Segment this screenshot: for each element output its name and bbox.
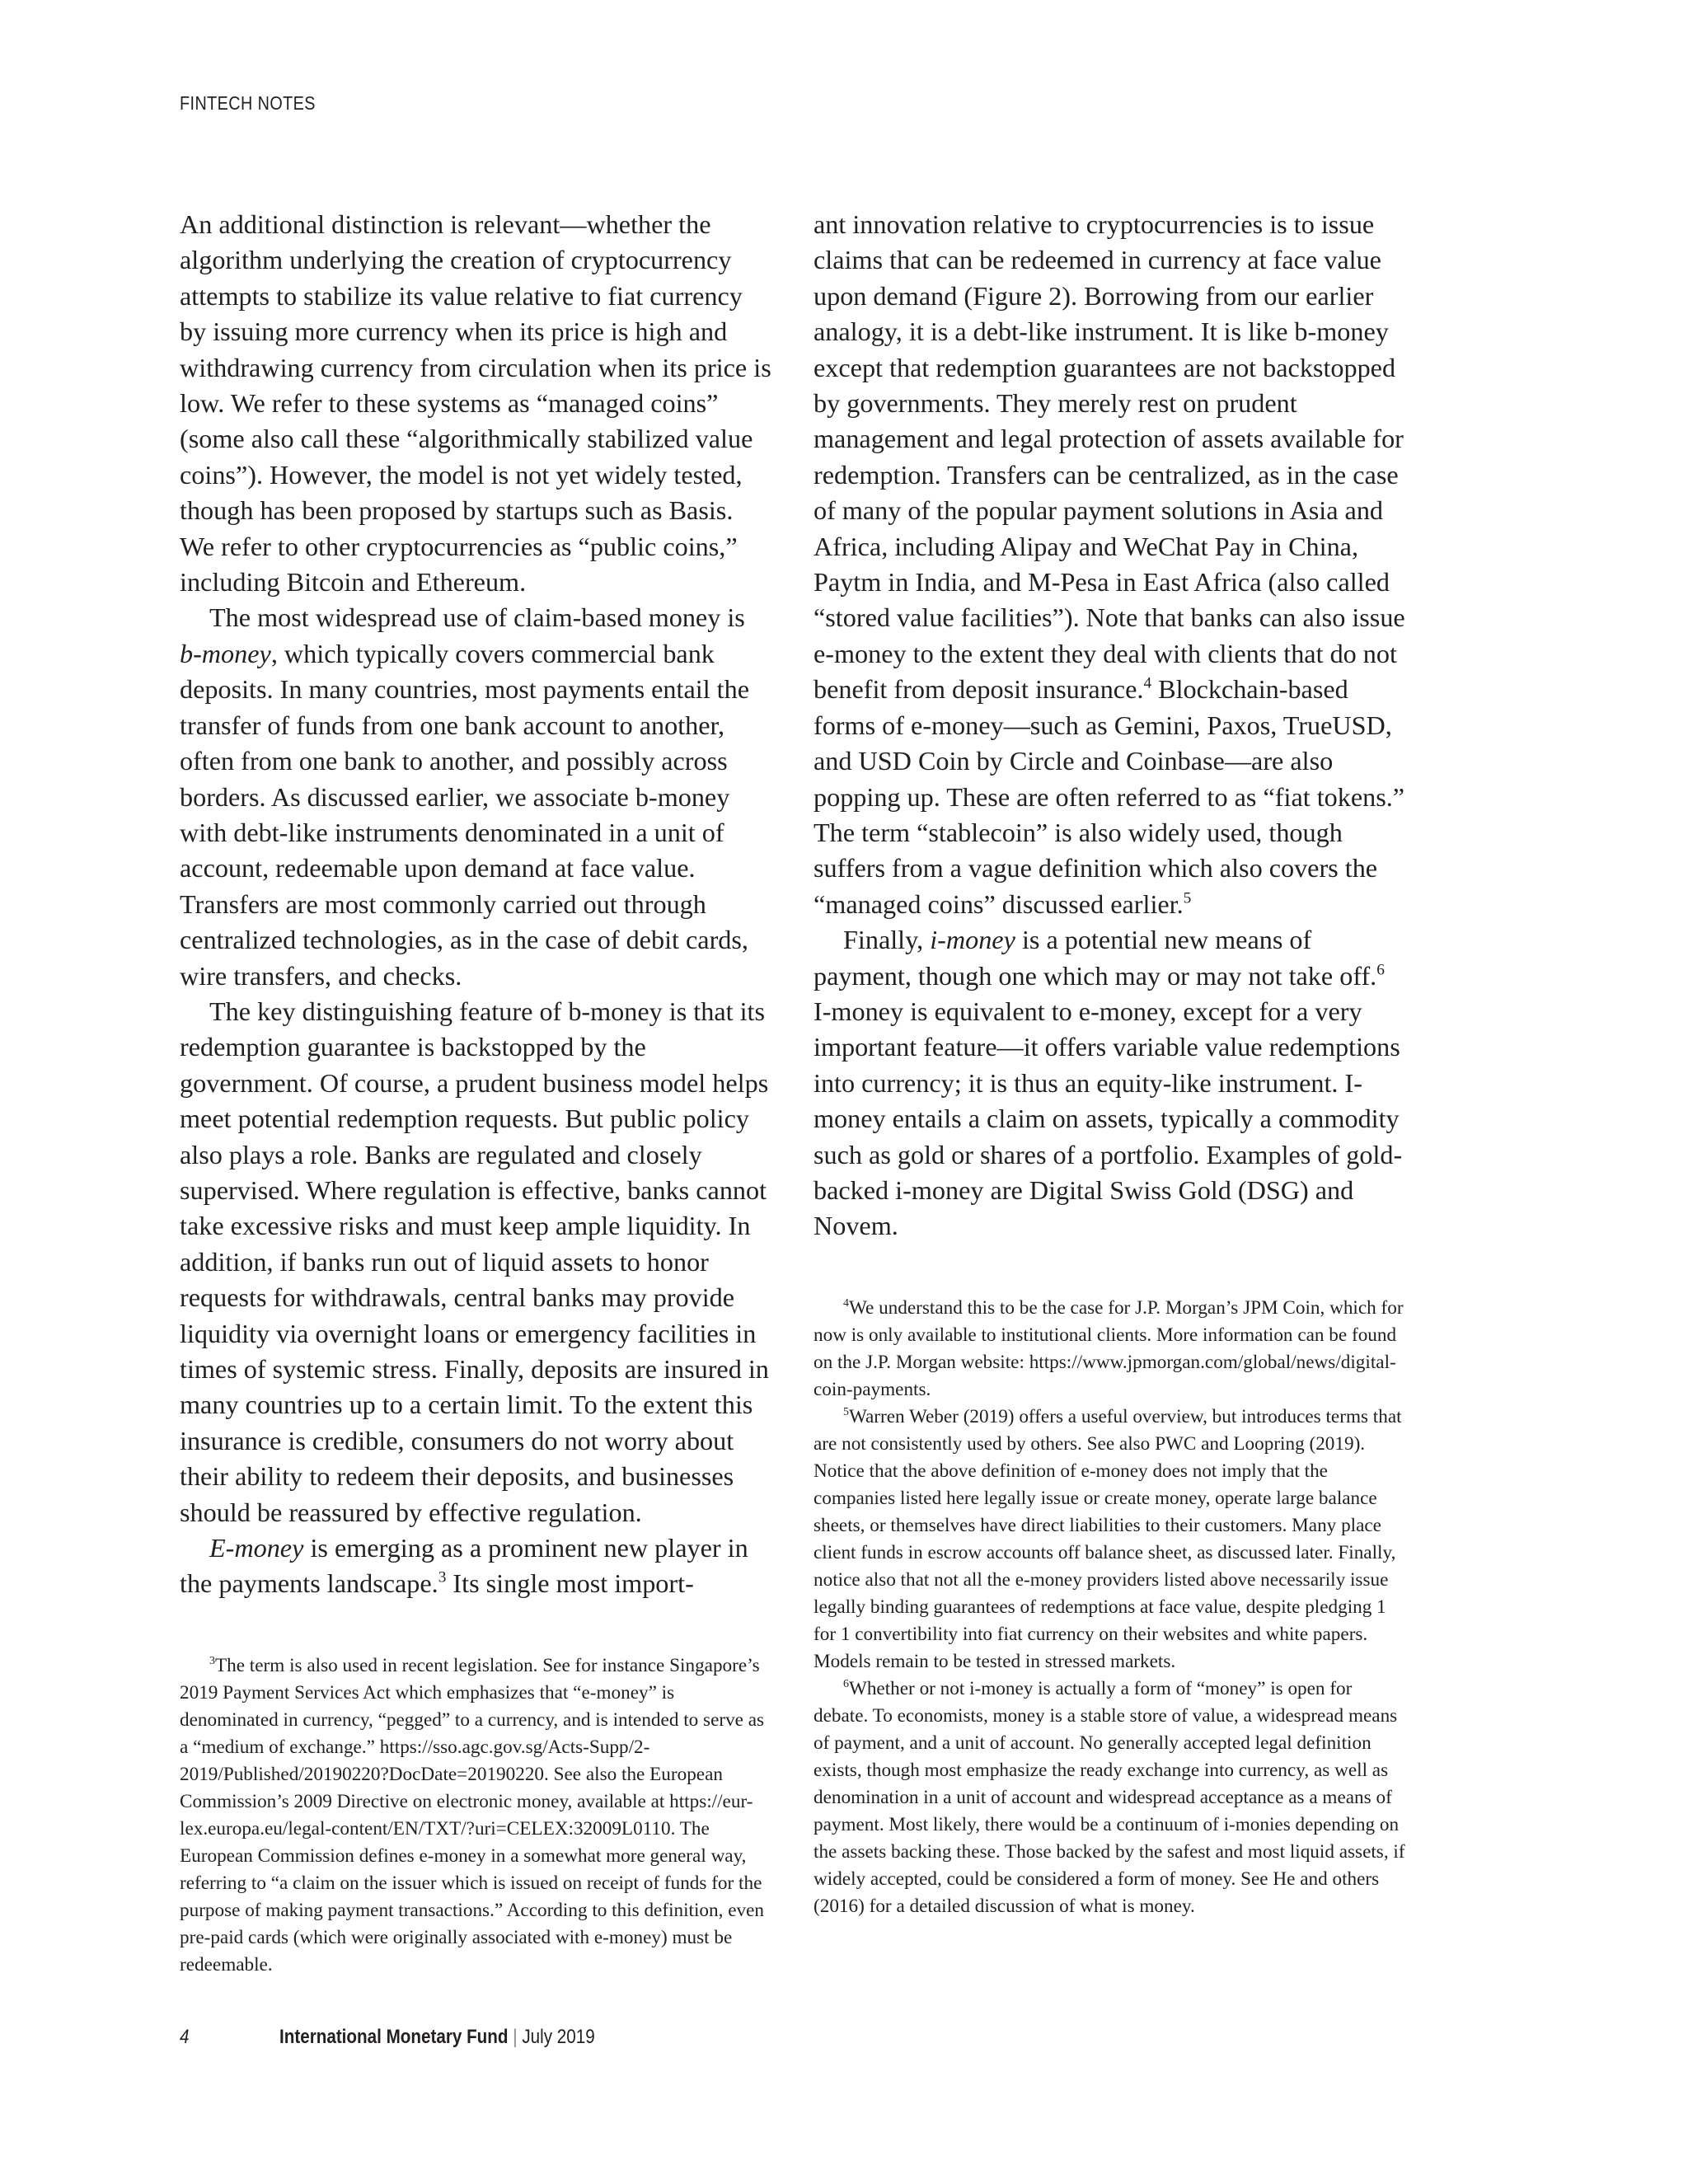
footnote-6: $^6$Whether or not i-money is actually a form of “money” is open for debate. To economists, money is a stable store of value, a widespread means of payment, and a unit of account. No generally accepted legal definition exists, though most emphasize the ready exchange into currency, as well as denomination in a unit of account and widespread acceptance as a means of payment. Most likely, there would be a continuum of i-monies depending on the assets backing these. Those backed by the safest and most liquid assets, if widely accepted, could be considered a form of money. See He and others (2016) for a detailed discussion of what is money.	[814, 1677, 1405, 1917]
footnote-ref-4[interactable]: 4	[1143, 674, 1152, 692]
term-b-money: b-money	[180, 638, 271, 668]
footer-separator: |	[513, 2026, 518, 2048]
term-i-money: i-money	[930, 925, 1015, 955]
paragraph-b-money-guarantee: The key distinguishing feature of b-money is that its redemption guarantee is backstopped by the government. Of course, a prudent business model helps meet potential redemption requests. But public policy also plays a role. Banks are regulated and closely supervised. Where regulation is effective, banks cannot take excessive risks and must keep ample liquidity. In addition, if banks run out of liquid assets to honor requests for withdrawals, central banks may provide liquidity via overnight loans or emergency facilities in times of systemic stress. Finally, deposits are insured in many countries up to a certain limit. To the extent this insurance is credible, consumers do not worry about their ability to redeem their deposits, and businesses should be reassured by effective regulation.	[180, 996, 769, 1527]
right-column	[814, 207, 1407, 1244]
paragraph-e-money: E-money is emerging as a prominent new player in the payments landscape.$^3$ Its single most import-	[180, 1533, 748, 1599]
term-e-money: E-money	[209, 1533, 304, 1563]
footer-date: July 2019	[522, 2026, 595, 2048]
page-number: 4	[180, 2026, 190, 2048]
footnote-ref-5[interactable]: 5	[1183, 889, 1192, 907]
paragraph-b-money: The most widespread use of claim-based money is b-money, which typically covers commercial bank deposits. In many countries, most payments entail the transfer of funds from one bank account to another, often from one bank to another, and possibly across borders. As discussed earlier, we associate b-money with debt-like instruments denominated in a unit of account, redeemable upon demand at face value. Transfers are most commonly carried out through centralized technologies, as in the case of debit cards, wire transfers, and checks.	[180, 602, 750, 991]
footer-source	[279, 2026, 595, 2049]
footer-organization: International Monetary Fund	[279, 2026, 509, 2048]
footnotes-left	[180, 1652, 773, 1979]
paragraph-managed-coins: An additional distinction is relevant—whether the algorithm underlying the creation of cryptocurrency attempts to stabilize its value relative to fiat currency by issuing more currency when its price is high and withdrawing currency from circulation when its price is low. We refer to these systems as “managed coins” (some also call these “algorithmically stabilized value coins”). However, the model is not yet widely tested, though has been proposed by startups such as Basis. We refer to other cryptocurrencies as “public coins,” including Bitcoin and Ethereum.	[180, 209, 771, 598]
footnote-ref-6[interactable]: 6	[1376, 960, 1385, 978]
footnote-4: $^4$We understand this to be the case for J.P. Morgan’s JPM Coin, which for now is only available to institutional clients. More information can be found on the J.P. Morgan website: https://www.jpmorgan.com/global/news/digital-coin-payments.	[814, 1296, 1404, 1400]
footnote-5: $^5$Warren Weber (2019) offers a useful overview, but introduces terms that are not consistently used by others. See also PWC and Loopring (2019). Notice that the above definition of e-money does not imply that the companies listed here legally issue or create money, operate large balance sheets, or themselves have direct liabilities to their customers. Many place client funds in escrow accounts off balance sheet, as discussed later. Finally, notice also that not all the e-money providers listed above necessarily issue legally binding guarantees of redemptions at face value, despite pledging 1 for 1 convertibility into fiat currency on their websites and white papers. Models remain to be tested in stressed markets.	[814, 1405, 1402, 1672]
footnote-ref-3[interactable]: 3	[438, 1568, 447, 1586]
paragraph-i-money: Finally, i-money is a potential new means of payment, though one which may or may not take off.$^6$ I-money is equivalent to e-money, except for a very important feature—it offers variable value redemptions into currency; it is thus an equity-like instrument. I-money entails a claim on assets, typically a commodity such as gold or shares of a portfolio. Examples of gold-backed i-money are Digital Swiss Gold (DSG) and Novem.	[814, 925, 1403, 1241]
paragraph-e-money-continued: ant innovation relative to cryptocurrencies is to issue claims that can be redeemed in currency at face value upon demand (Figure 2). Borrowing from our earlier analogy, it is a debt-like instrument. It is like b-money except that redemption guarantees are not backstopped by governments. They merely rest on prudent management and legal protection of assets available for redemption. Transfers can be centralized, as in the case of many of the popular payment solutions in Asia and Africa, including Alipay and WeChat Pay in China, Paytm in India, and M-Pesa in East Africa (also called “stored value facilities”). Note that banks can also issue e-money to the extent they deal with clients that do not benefit from deposit insurance.$^4$ Blockchain-based forms of e-money—such as Gemini, Paxos, TrueUSD, and USD Coin by Circle and Coinbase—are also popping up. These are often referred to as “fiat tokens.” The term “stablecoin” is also widely used, though suffers from a vague definition which also covers the “managed coins” discussed earlier.$^5$	[814, 209, 1405, 919]
footnotes-right	[814, 1295, 1407, 1920]
footnote-3: $^3$The term is also used in recent legislation. See for instance Singapore’s 2019 Payment Services Act which emphasizes that “e-money” is denominated in currency, “pegged” to a currency, and is intended to serve as a “medium of exchange.” https://sso.agc.gov.sg/Acts-Supp/2-2019/Published/20190220?DocDate=20190220. See also the European Commission’s 2009 Directive on electronic money, available at https://eur-lex.europa.eu/legal-content/EN/TXT/?uri=CELEX:32009L0110. The European Commission defines e-money in a somewhat more general way, referring to “a claim on the issuer which is issued on receipt of funds for the purpose of making payment transactions.” According to this definition, even pre-paid cards (which were originally associated with e-money) must be redeemable.	[180, 1654, 765, 1975]
left-column	[180, 207, 773, 1602]
running-header: FINTECH NOTES	[180, 92, 316, 114]
